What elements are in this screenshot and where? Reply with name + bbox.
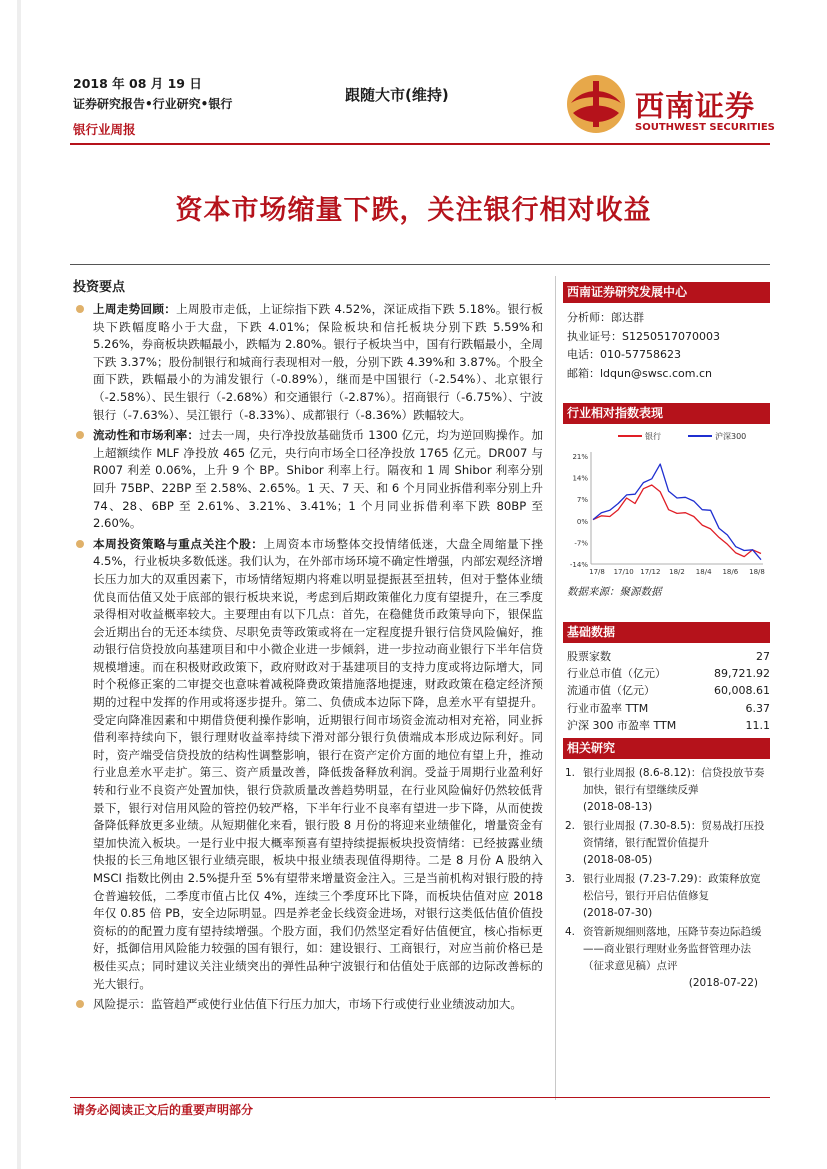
- legend-label: 银行: [645, 432, 661, 441]
- row-value: 60,008.61: [714, 684, 770, 698]
- title-divider: [70, 264, 770, 265]
- x-tick-label: 18/8: [749, 568, 765, 576]
- logo-text-cn: 西南证券: [635, 89, 756, 123]
- row-value: 27: [756, 650, 770, 663]
- legend-label: 沪深300: [715, 432, 747, 441]
- basic-data-table: [567, 648, 770, 734]
- y-tick-label: -7%: [574, 539, 588, 548]
- related-research: [563, 738, 770, 994]
- analyst-name: 分析师：郎达群: [567, 311, 644, 324]
- related-research-title: 相关研究: [563, 738, 770, 759]
- item-date: (2018-07-30): [583, 907, 653, 919]
- point-text: 上周资本市场整体交投情绪低迷，大盘全周缩量下挫 4.5%，行业板块多数低迷。我们认为，在外部市场环境不确定性增强，内部宏观经济增长压力加大的双重因素下，市场情绪短期内将难以明显提振甚至扭转，但对于整体业绩优良而估值又处于底部的银行板块来说，考虑到后期政策催化力度有望提升，在三季度录得相对收益概率较大。主要理由有以下几点：首先，在稳健货币政策导向下，银保监会近期出台的无还本续贷、尽职免责等政策或将在一定程度提升银行信贷风险偏好，推动银行信贷投放向基建项目和中小微企业进一步倾斜，进一步拉动商业银行下半年信贷规模增速。而在积极财政政策下，政府财政对于基建项目的支持力度或将边际增大，同时个税修正案的二审提交也意味着减税降费政策措施落地提速，财政政策在稳定经济预期的过程中发挥的作用或将逐步提升。第二、负债成本边际下降，息差水平有望提升。受定向降准因素和中期借贷便利操作影响，近期银行间市场资金流动相对充裕，同业拆借利率持续向下，银行理财收益率持续下滑对部分银行负债端成本形成边际利好。同时，资产端受信贷投放的结构性调整影响，银行在资产定价方面的地位有望上升，推动行业息差水平走扩。第三、资产质量改善，降低拨备释放利润。受益于周期行业盈利好转和行业不良资产处置加快，银行贷款质量改善趋势明显，在行业风险偏好仍然较低背景下，银行对信用风险的管控仍较严格，下半年行业不良率有望进一步下降，从而使拨备降低释放更多业绩。从短期催化来看，银行股 8 月份的将迎来业绩催化，增量资金有望加快流入板块。一是行业中报大概率预喜有望持续提振板块投资情绪：已经披露业绩快报的长三角地区银行业绩亮眼，板块中报业绩表现值得期待。二是 8 月份 A 股纳入 MSCI 指数比例由 2.5%提升至 5%有望带来增量资金注入。三是当前机构对银行股的持仓普遍较低，二季度市值占比仅 4%，连续三个季度环比下降，而板块估值对应 2018 年仅 0.85 倍 PB，安全边际明显。四是养老金长线资金进场，对银行这类低估值价值投资标的的配置力度有望持续增强。个股方面，我们仍然坚定看好估值便宜，核心指标更好，抵御信用风险能力较强的国有银行，如：建设银行、工商银行，对应当前价格已是极佳买点；同时建议关注业绩突出的弹性品种宁波银行和估值处于底部的边际改善标的光大银行。: [93, 536, 543, 991]
- x-tick-label: 17/12: [640, 568, 661, 576]
- item-number: 4.: [565, 926, 576, 938]
- column-divider: [555, 276, 556, 1100]
- page-title: 资本市场缩量下跌，关注银行相对收益: [175, 195, 652, 226]
- point-text: 风险提示：监管趋严或使行业估值下行压力加大，市场下行或使行业业绩波动加大。: [93, 997, 522, 1012]
- item-date: (2018-07-22): [688, 977, 758, 989]
- basic-data: [563, 622, 770, 734]
- analyst-cert: 执业证号：S1250517070003: [567, 329, 720, 343]
- chart-source: 数据来源：聚源数据: [567, 586, 662, 598]
- point-market-review: [73, 301, 543, 424]
- analyst-info: [563, 309, 770, 383]
- list-item[interactable]: [563, 818, 770, 869]
- row-label: 沪深 300 市盈率 TTM: [567, 718, 677, 732]
- row-label: 流通市值（亿元）: [567, 684, 655, 698]
- footer-divider: [70, 1097, 770, 1098]
- point-risk: [73, 996, 543, 1014]
- table-row: [567, 717, 770, 734]
- point-text: 上周股市走低，上证综指下跌 4.52%，深证成指下跌 5.18%。银行板块下跌幅度略小于大盘，下跌 4.01%；保险板块和信托板块分别下跌 5.59%和 5.26%，券商板块跌幅最小，跌幅为 2.80%。银行子板块当中，国有行跌幅最小，全周下跌 3.37%；股份制银行和城商行表现相对一般，分别下跌 4.39%和 3.87%。个股全面下跌，跌幅最小的为浦发银行（-0.89%），继而是中国银行（-2.54%）、北京银行（-2.58%）、民生银行（-2.68%）和交通银行（-2.87%）。招商银行（-6.75%）、宁波银行（-7.63%）、吴江银行（-8.33%）、成都银行（-8.36%）跌幅较大。: [93, 302, 543, 422]
- y-tick-label: -14%: [569, 561, 588, 569]
- item-text: 银行业周报 (7.30-8.5)：贸易战打压投资情绪，银行配置价值提升: [583, 820, 765, 849]
- logo-text-en: SOUTHWEST SECURITIES: [635, 122, 775, 133]
- bullet-icon: [76, 431, 84, 439]
- relative-index-chart: [563, 424, 770, 584]
- research-center-box: [563, 282, 770, 383]
- logo-emblem-icon: [565, 73, 627, 135]
- bullet-icon: [76, 305, 84, 313]
- x-tick-label: 17/10: [613, 568, 634, 576]
- investment-summary: [73, 276, 543, 1017]
- point-lead: 本周投资策略与重点关注个股：: [93, 536, 264, 551]
- x-tick-label: 18/4: [695, 568, 712, 576]
- analyst-email[interactable]: 邮箱：ldqun@swsc.com.cn: [567, 366, 712, 380]
- y-tick-label: 14%: [572, 474, 588, 483]
- item-number: 1.: [565, 767, 576, 779]
- row-value: 89,721.92: [714, 667, 770, 681]
- footer-disclaimer: 请务必阅读正文后的重要声明部分: [73, 1103, 254, 1117]
- item-number: 3.: [565, 873, 576, 885]
- point-lead: 流动性和市场利率：: [93, 428, 200, 443]
- research-center-title: 西南证券研究发展中心: [563, 282, 770, 303]
- list-item[interactable]: [563, 765, 770, 816]
- point-lead: 上周走势回顾：: [93, 302, 177, 316]
- list-item[interactable]: [563, 924, 770, 992]
- bullet-icon: [76, 1000, 84, 1008]
- related-list: [563, 765, 770, 992]
- report-date: 2018 年 08 月 19 日: [73, 76, 202, 91]
- y-tick-label: 7%: [576, 496, 588, 505]
- bullet-icon: [76, 540, 84, 548]
- table-row: [567, 648, 770, 665]
- point-liquidity: [73, 427, 543, 533]
- item-text: 银行业周报 (8.6-8.12)：信贷投放节奏加快，银行有望继续反弹: [583, 767, 765, 796]
- list-item[interactable]: [563, 871, 770, 922]
- x-tick-label: 17/8: [589, 568, 605, 576]
- y-tick-label: 21%: [572, 453, 588, 461]
- y-tick-label: 0%: [576, 517, 588, 526]
- row-label: 股票家数: [567, 650, 611, 663]
- page-margin-line: [17, 0, 26, 1169]
- index-performance: [563, 403, 770, 599]
- row-value: 6.37: [745, 701, 770, 715]
- investment-heading: 投资要点: [73, 280, 126, 295]
- report-series: 银行业周报: [73, 122, 136, 137]
- row-label: 行业总市值（亿元）: [567, 667, 666, 681]
- table-row: [567, 700, 770, 717]
- header-divider: [70, 143, 770, 145]
- basic-data-title: 基础数据: [563, 622, 770, 643]
- item-date: (2018-08-13): [583, 801, 653, 813]
- row-value: 11.1: [745, 718, 770, 732]
- x-tick-label: 18/2: [669, 568, 685, 576]
- analyst-phone: 电话：010-57758623: [567, 348, 681, 361]
- series-line-沪深300: [593, 464, 761, 560]
- table-row: [567, 682, 770, 699]
- point-strategy: [73, 536, 543, 993]
- point-text: 过去一周，央行净投放基础货币 1300 亿元，均为逆回购操作。加上超额续作 MLF 净投放 465 亿元，央行向市场全口径净投放 1765 亿元。DR007 与 R007 利差 0.06%，上升 9 个 BP。Shibor 利率上行。隔夜和 1 周 Shibor 利率分别回升 75BP、22BP 至 2.58%、2.65%。1 天、7 天、和 6 个月同业拆借利率分别上升 74、28、6BP 至 2.61%、3.21%、3.41%；1 个月同业拆借利率下跌 80BP 至 2.60%。: [93, 428, 543, 531]
- rating: 跟随大市(维持): [345, 86, 449, 104]
- table-row: [567, 665, 770, 682]
- item-text: 资管新规细则落地，压降节奏边际趋缓——商业银行理财业务监督管理办法（征求意见稿）点评: [583, 926, 762, 972]
- item-date: (2018-08-05): [583, 854, 653, 866]
- x-tick-label: 18/6: [722, 568, 739, 576]
- report-type: 证券研究报告•行业研究•银行: [73, 97, 233, 111]
- company-logo: [565, 70, 775, 138]
- index-performance-title: 行业相对指数表现: [563, 403, 770, 424]
- row-label: 行业市盈率 TTM: [567, 701, 649, 715]
- item-number: 2.: [565, 820, 576, 832]
- item-text: 银行业周报 (7.23-7.29)：政策释放宽松信号，银行开启估值修复: [583, 873, 761, 902]
